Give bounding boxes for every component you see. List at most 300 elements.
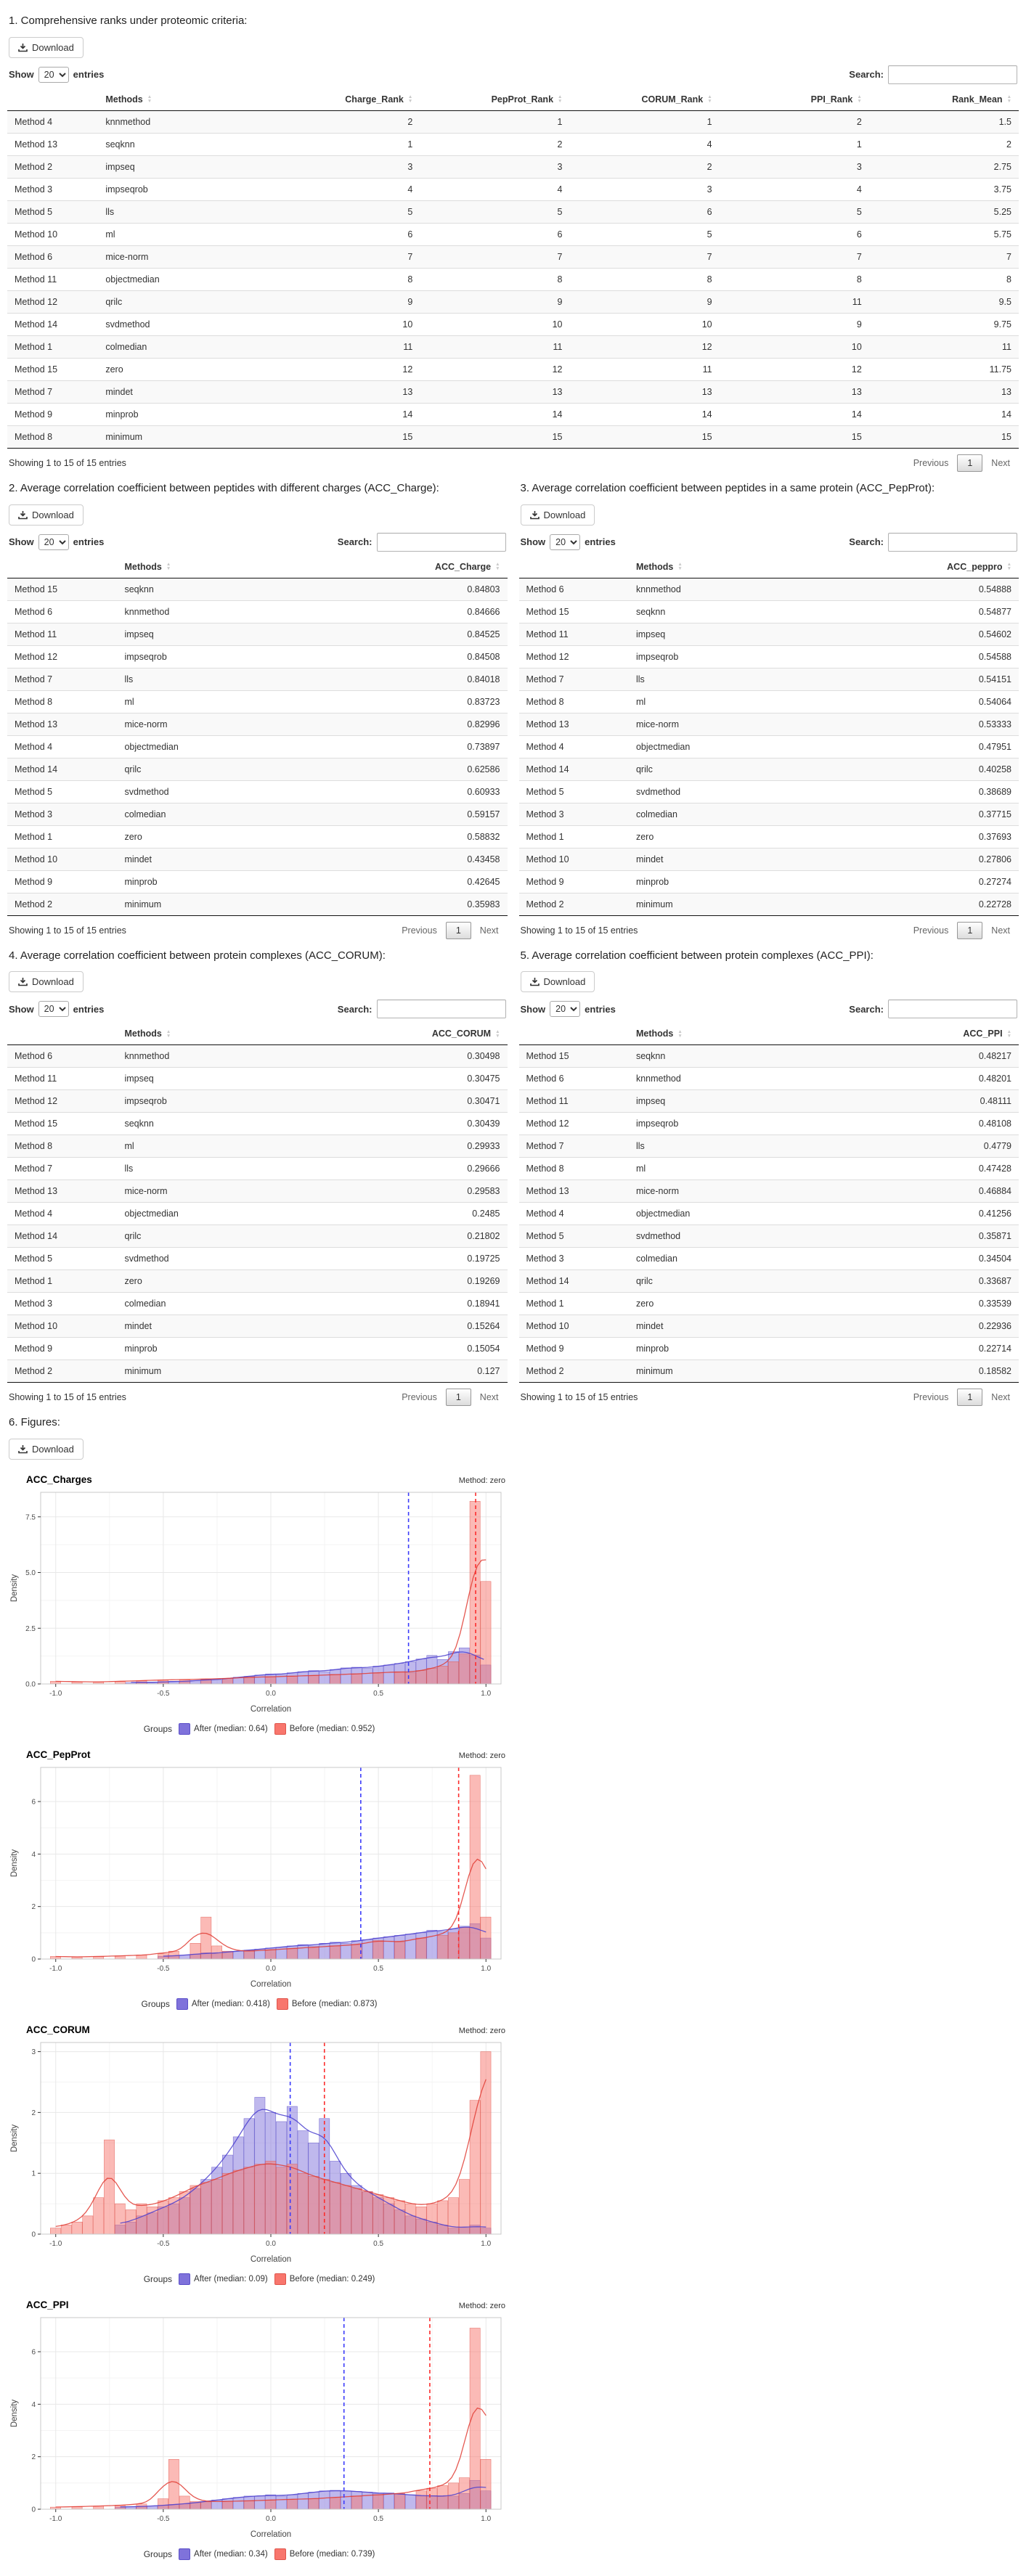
table-row [519,713,1019,735]
svg-text:0.0: 0.0 [266,2515,276,2523]
pagination-page-1[interactable]: 1 [957,454,982,472]
data-cell: 0.29666 [317,1158,508,1180]
table-row [519,1158,1019,1180]
row-name-cell: Method 8 [7,690,117,713]
svg-text:-1.0: -1.0 [49,2515,62,2523]
data-cell: 10 [720,335,869,358]
row-name-cell: Method 11 [7,623,117,645]
data-cell: 9 [420,290,569,313]
row-name-cell: Method 7 [7,668,117,690]
sort-icon: ▲ ▼ [1006,562,1011,572]
data-cell: 0.4779 [828,1135,1019,1158]
data-cell: 14 [420,403,569,425]
column-header-methods[interactable]: Methods ▲ ▼ [117,556,317,578]
row-name-cell: Method 5 [519,780,629,803]
data-cell: 0.37715 [828,803,1019,825]
row-name-cell: Method 13 [519,713,629,735]
data-cell: knnmethod [117,1045,317,1068]
row-name-cell: Method 9 [7,870,117,893]
column-header-rownames [7,1023,117,1045]
table-row [7,1045,508,1068]
row-name-cell: Method 4 [7,735,117,758]
table-row [519,600,1019,623]
data-cell: 0.84018 [317,668,508,690]
pagination [906,454,1017,472]
row-name-cell: Method 2 [7,155,98,178]
data-cell: 0.54064 [828,690,1019,713]
svg-text:2: 2 [31,2453,36,2462]
data-cell: 0.46884 [828,1180,1019,1203]
row-name-cell: Method 5 [519,1225,629,1248]
row-name-cell: Method 10 [519,848,629,870]
entries-label: entries [73,536,105,547]
table-row [7,645,508,668]
column-header-rownames [7,556,117,578]
table-info: Showing 1 to 15 of 15 entries [9,457,126,468]
column-header-ppi_rank[interactable]: PPI_Rank ▲ ▼ [720,89,869,111]
data-cell: 0.48111 [828,1090,1019,1113]
table-row [519,1180,1019,1203]
column-header-pepprot_rank[interactable]: PepProt_Rank ▲ ▼ [420,89,569,111]
data-cell: 0.30439 [317,1113,508,1135]
legend-swatch [274,1723,286,1735]
sort-icon: ▲ ▼ [1006,1029,1011,1039]
pagination-next[interactable]: Next [991,1392,1010,1403]
data-cell: 8 [420,268,569,290]
acc-charge-table [7,556,508,916]
row-name-cell: Method 10 [7,1315,117,1338]
data-cell: 0.19269 [317,1270,508,1293]
column-header-rank_mean[interactable]: Rank_Mean ▲ ▼ [869,89,1019,111]
data-cell: 0.34504 [828,1248,1019,1270]
pagination-next[interactable]: Next [991,457,1010,468]
table-row [519,825,1019,848]
row-name-cell: Method 1 [7,825,117,848]
data-cell: 13 [420,380,569,403]
data-cell: 5 [420,200,569,223]
row-name-cell: Method 5 [7,780,117,803]
table-row [519,848,1019,870]
data-cell: 14 [720,403,869,425]
table-row [7,133,1019,155]
svg-text:0.5: 0.5 [373,2515,384,2523]
search-control [849,533,1017,552]
svg-text:-0.5: -0.5 [157,2515,170,2523]
y-axis-label: Density [10,1574,19,1603]
data-cell: qrilc [98,290,270,313]
show-label: Show [9,1003,34,1015]
table-row [519,1293,1019,1315]
legend-label: Before (median: 0.249) [289,2275,375,2283]
row-name-cell: Method 11 [519,623,629,645]
download-button-acc-charge[interactable] [9,504,84,526]
page-size-select[interactable] [38,67,69,83]
figure-legend [7,1721,511,1741]
data-cell: 13 [869,380,1019,403]
data-cell: 0.30471 [317,1090,508,1113]
data-cell: impseqrob [629,645,828,668]
data-cell: 9.5 [869,290,1019,313]
data-cell: 0.84525 [317,623,508,645]
x-axis-label: Correlation [250,2530,292,2539]
pagination-previous[interactable]: Previous [402,1392,437,1403]
table-row [7,893,508,915]
legend-swatch [179,2273,190,2285]
row-name-cell: Method 15 [7,578,117,600]
data-cell: 11 [420,335,569,358]
data-cell: 9 [270,290,420,313]
data-cell: 0.54588 [828,645,1019,668]
download-button-acc-pepprot[interactable] [521,504,595,526]
row-name-cell: Method 14 [7,1225,117,1248]
data-cell: 0.35983 [317,893,508,915]
entries-label: entries [73,1003,105,1015]
data-cell: mindet [629,848,828,870]
data-cell: 8 [569,268,719,290]
column-header-acc_ppi[interactable]: ACC_PPI ▲ ▼ [828,1023,1019,1045]
figure-title: ACC_Charges [26,1474,92,1485]
data-cell: qrilc [117,1225,317,1248]
data-cell: svdmethod [117,780,317,803]
data-cell: minimum [629,1360,828,1383]
data-cell: 0.84803 [317,578,508,600]
row-name-cell: Method 2 [519,893,629,915]
section-figures [7,1416,1019,2566]
data-cell: 0.62586 [317,758,508,780]
table-row [7,578,508,600]
download-label: Download [543,509,586,520]
data-cell: 0.22728 [828,893,1019,915]
download-icon [530,977,540,986]
column-header-methods[interactable]: Methods ▲ ▼ [629,556,828,578]
row-name-cell: Method 12 [7,1090,117,1113]
data-cell: qrilc [117,758,317,780]
table-row [7,110,1019,133]
column-header-corum_rank[interactable]: CORUM_Rank ▲ ▼ [569,89,719,111]
download-label: Download [32,976,74,988]
column-header-acc_charge[interactable]: ACC_Charge ▲ ▼ [317,556,508,578]
table-row [7,1068,508,1090]
legend-swatch [274,2273,286,2285]
table-row [519,780,1019,803]
section-acc-pepprot-title: 3. Average correlation coefficient between peptides in a same protein (ACC_PepProt): [520,481,935,494]
page-size-select[interactable] [38,534,69,550]
legend-label: Before (median: 0.739) [289,2550,375,2559]
figure-method-label: Method: zero [458,2027,505,2035]
section-acc-pepprot [519,472,1019,939]
search-control [849,65,1017,84]
data-cell: 0.82996 [317,713,508,735]
download-button-acc-corum[interactable] [9,971,84,992]
data-cell: zero [117,1270,317,1293]
column-header-acc_corum[interactable]: ACC_CORUM ▲ ▼ [317,1023,508,1045]
page-size-select[interactable] [550,534,580,550]
pagination-previous[interactable]: Previous [402,925,437,936]
legend-label: After (median: 0.64) [194,1725,268,1733]
sort-icon: ▲ ▼ [677,562,683,572]
table-row [7,155,1019,178]
svg-text:0.5: 0.5 [373,2240,384,2248]
data-cell: lls [117,668,317,690]
figure-legend [7,2546,511,2566]
data-cell: colmedian [117,803,317,825]
table-row [519,645,1019,668]
data-cell: svdmethod [629,1225,828,1248]
search-input[interactable] [377,533,506,552]
search-input[interactable] [888,533,1017,552]
row-name-cell: Method 5 [7,200,98,223]
legend-label: Before (median: 0.873) [291,2000,378,2008]
svg-text:0: 0 [31,2231,36,2239]
table-row [7,713,508,735]
row-name-cell: Method 5 [7,1248,117,1270]
data-cell: 6 [720,223,869,245]
table-row [7,1248,508,1270]
svg-text:1.0: 1.0 [481,2240,492,2248]
svg-text:0: 0 [31,1955,36,1964]
page-size-select[interactable] [38,1001,69,1017]
section-acc-ppi [519,939,1019,1407]
data-cell: mice-norm [98,245,270,268]
data-cell: 15 [869,425,1019,448]
data-cell: minprob [98,403,270,425]
data-cell: 0.84508 [317,645,508,668]
download-icon [530,510,540,520]
search-input[interactable] [888,65,1017,84]
legend-title: Groups [143,2274,173,2284]
table-row [7,358,1019,380]
data-cell: mindet [629,1315,828,1338]
data-cell: lls [98,200,270,223]
table-row [519,1225,1019,1248]
row-name-cell: Method 13 [7,713,117,735]
search-label: Search: [849,1003,884,1015]
data-cell: seqknn [629,600,828,623]
section-acc-corum-title: 4. Average correlation coefficient between protein complexes (ACC_CORUM): [9,949,386,962]
data-cell: 4 [270,178,420,200]
svg-text:1.0: 1.0 [481,1965,492,1973]
column-header-methods[interactable]: Methods ▲ ▼ [629,1023,828,1045]
row-name-cell: Method 12 [7,645,117,668]
row-name-cell: Method 14 [519,758,629,780]
pagination-page-1[interactable]: 1 [957,922,982,939]
pagination-previous[interactable]: Previous [913,457,949,468]
row-name-cell: Method 2 [519,1360,629,1383]
row-name-cell: Method 4 [7,1203,117,1225]
data-cell: 6 [420,223,569,245]
pagination-page-1[interactable]: 1 [957,1389,982,1406]
entries-label: entries [585,536,616,547]
data-cell: seqknn [629,1045,828,1068]
search-label: Search: [849,536,884,547]
section-acc-charge [7,472,508,939]
pagination-page-1[interactable]: 1 [446,1389,471,1406]
row-name-cell: Method 15 [519,600,629,623]
download-button-figures[interactable] [9,1439,84,1460]
show-label: Show [520,1003,546,1015]
table-row [7,1135,508,1158]
section-ranks [7,15,1019,472]
download-label: Download [543,976,586,988]
column-header-methods[interactable]: Methods ▲ ▼ [117,1023,317,1045]
data-cell: 0.27274 [828,870,1019,893]
pagination-next[interactable]: Next [479,1392,499,1403]
pagination-page-1[interactable]: 1 [446,922,471,939]
data-cell: mice-norm [117,713,317,735]
data-cell: ml [117,1135,317,1158]
data-cell: zero [629,1293,828,1315]
figure-method-label: Method: zero [458,1751,505,1760]
svg-text:1: 1 [31,2170,36,2178]
data-cell: 2 [270,110,420,133]
svg-text:3: 3 [31,2048,36,2057]
legend-title: Groups [141,1999,170,2009]
data-cell: 10 [420,313,569,335]
histogram-svg [7,2037,508,2268]
data-cell: 7 [720,245,869,268]
data-cell: impseqrob [98,178,270,200]
figure-title: ACC_PepProt [26,1749,91,1760]
data-cell: 0.29933 [317,1135,508,1158]
data-cell: 11.75 [869,358,1019,380]
data-cell: 2 [569,155,719,178]
data-cell: impseq [629,623,828,645]
data-cell: 1 [720,133,869,155]
table-row [519,1068,1019,1090]
data-cell: svdmethod [117,1248,317,1270]
pagination-previous[interactable]: Previous [913,925,949,936]
legend-title: Groups [143,1724,173,1734]
table-row [7,178,1019,200]
data-cell: 7 [420,245,569,268]
data-cell: 11 [720,290,869,313]
svg-text:0: 0 [31,2506,36,2514]
row-name-cell: Method 15 [7,358,98,380]
row-name-cell: Method 9 [519,870,629,893]
data-cell: 11 [869,335,1019,358]
row-name-cell: Method 9 [519,1338,629,1360]
row-name-cell: Method 7 [519,668,629,690]
legend-swatch [274,2548,286,2560]
table-row [519,870,1019,893]
pagination-next[interactable]: Next [479,925,499,936]
data-cell: 3 [720,155,869,178]
row-name-cell: Method 6 [7,245,98,268]
sort-icon: ▲ ▼ [677,1029,683,1039]
data-cell: ml [629,690,828,713]
entries-label: entries [73,69,105,81]
data-cell: 15 [270,425,420,448]
data-cell: mindet [117,848,317,870]
show-label: Show [9,536,34,547]
table-row [519,758,1019,780]
acc-corum-table [7,1023,508,1383]
row-name-cell: Method 7 [519,1135,629,1158]
acc-ppi-table [519,1023,1019,1383]
table-row [7,403,1019,425]
section-acc-corum [7,939,508,1407]
table-row [519,1248,1019,1270]
svg-text:7.5: 7.5 [25,1513,36,1522]
data-cell: knnmethod [98,110,270,133]
data-cell: 0.48108 [828,1113,1019,1135]
row-name-cell: Method 3 [7,803,117,825]
data-cell: 3 [420,155,569,178]
legend-item-after [176,1998,270,2010]
data-cell: impseq [117,1068,317,1090]
legend-swatch [179,2548,190,2560]
data-cell: 0.47951 [828,735,1019,758]
download-button-acc-ppi[interactable] [521,971,595,992]
legend-label: After (median: 0.09) [194,2275,268,2283]
legend-item-before [274,1723,375,1735]
data-cell: 2 [869,133,1019,155]
data-cell: seqknn [117,578,317,600]
download-button-ranks[interactable] [9,37,84,58]
data-cell: 7 [869,245,1019,268]
column-header-methods[interactable]: Methods ▲ ▼ [98,89,270,111]
figure-title: ACC_CORUM [26,2024,90,2035]
data-cell: 0.48201 [828,1068,1019,1090]
sort-icon: ▲ ▼ [166,562,171,572]
row-name-cell: Method 10 [519,1315,629,1338]
table-row [519,735,1019,758]
table-row [7,290,1019,313]
table-row [519,1045,1019,1068]
data-cell: 0.15054 [317,1338,508,1360]
search-input[interactable] [377,999,506,1018]
data-cell: 0.54151 [828,668,1019,690]
data-cell: 0.54877 [828,600,1019,623]
data-cell: ml [117,690,317,713]
data-cell: 5.75 [869,223,1019,245]
data-cell: 0.58832 [317,825,508,848]
svg-text:2: 2 [31,1903,36,1912]
svg-text:2: 2 [31,2109,36,2117]
legend-label: After (median: 0.34) [194,2550,268,2559]
column-header-charge_rank[interactable]: Charge_Rank ▲ ▼ [270,89,420,111]
download-icon [18,510,28,520]
data-cell: 8 [720,268,869,290]
histogram-chart-acc-corum [7,2037,511,2271]
data-cell: minimum [117,893,317,915]
page-length-control [9,67,104,83]
data-cell: objectmedian [117,735,317,758]
x-axis-label: Correlation [250,1980,292,1989]
page-size-select[interactable] [550,1001,580,1017]
table-row [7,1293,508,1315]
data-cell: 0.40258 [828,758,1019,780]
pagination [394,922,505,939]
data-cell: mindet [98,380,270,403]
data-cell: minprob [117,1338,317,1360]
data-cell: 0.84666 [317,600,508,623]
column-header-acc_peppro[interactable]: ACC_peppro ▲ ▼ [828,556,1019,578]
table-row [519,1203,1019,1225]
section-acc-ppi-title: 5. Average correlation coefficient between protein complexes (ACC_PPI): [520,949,874,962]
row-name-cell: Method 13 [7,1180,117,1203]
data-cell: 12 [569,335,719,358]
pagination-previous[interactable]: Previous [913,1392,949,1403]
data-cell: 14 [569,403,719,425]
histogram-chart-acc-charges [7,1487,511,1721]
table-row [519,803,1019,825]
data-cell: 15 [569,425,719,448]
svg-text:0.0: 0.0 [25,1680,36,1689]
search-input[interactable] [888,999,1017,1018]
row-name-cell: Method 1 [519,825,629,848]
pagination-next[interactable]: Next [991,925,1010,936]
